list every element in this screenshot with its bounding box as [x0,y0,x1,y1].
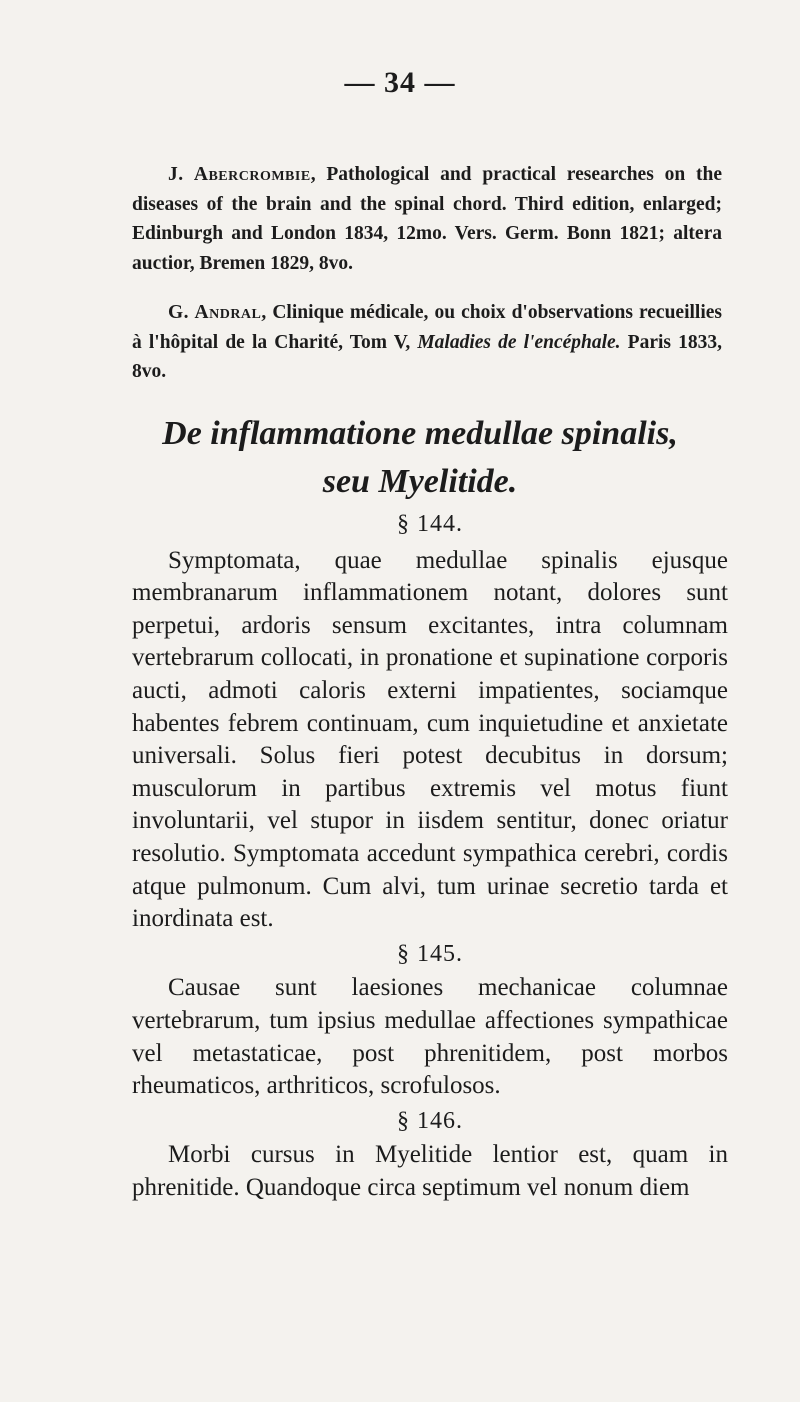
page-number: — 34 — [344,66,456,99]
section-number: § 145. [397,940,463,967]
reference-author: J. Abercrombie [168,164,311,185]
reference-text: , Pathological and practical researches on the diseases of the brain and the spinal chord. Third edition, enlarged; Edinburgh and London 1834, 12mo. Vers. Germ. Bonn 1821; altera auctior, Bremen 1829, 8vo. [132,164,722,274]
chapter-heading-line2: seu Myelitide. [322,463,518,500]
section-paragraph: Symptomata, quae medullae spinalis ejusque membranarum inflammationem notant, dolores sunt perpetui, ardoris sensum excitantes, intra columnam vertebrarum collocati, in pronatione et supinatione corporis aucti, admoti caloris externi impatientes, sociamque habentes febrem continuam, cum inquietudine et anxietate universali. Solus fieri potest decubitus in dorsum; musculorum in partibus extremis vel motus fiunt involuntarii, vel stupor in iisdem sentitur, donec oriatur resolutio. Symptomata accedunt sympathica cerebri, cordis atque pulmonum. Cum alvi, tum urinae secretio tarda et inordinata est. [132,546,728,933]
chapter-heading-line1: De inflammatione medullae spinalis, [162,415,678,452]
reference-text: , Clinique médicale, ou choix d'observations recueillies à l'hôpital de la Charité, Tom V, [132,302,722,353]
body-text [132,508,728,1204]
chapter-heading [110,410,730,506]
reference-abercrombie [132,160,722,278]
reference-text-tail: Paris 1833, 8vo. [132,331,722,382]
section-number: § 146. [397,1107,463,1134]
references-block [132,160,722,407]
reference-italic-title: Maladies de l'encéphale. [417,331,621,353]
reference-author: G. Andral [168,302,262,323]
section-paragraph: Causae sunt laesiones mechanicae columnae vertebrarum, tum ipsius medullae affectiones sympathicae vel metastaticae, post phrenitidem, post morbos rheumaticos, arthriticos, scrofulosos. [132,974,728,1100]
section-paragraph: Morbi cursus in Myelitide lentior est, quam in phrenitide. Quandoque circa septimum vel nonum diem [132,1141,728,1201]
reference-andral [132,298,722,387]
section-number: § 144. [397,511,463,537]
